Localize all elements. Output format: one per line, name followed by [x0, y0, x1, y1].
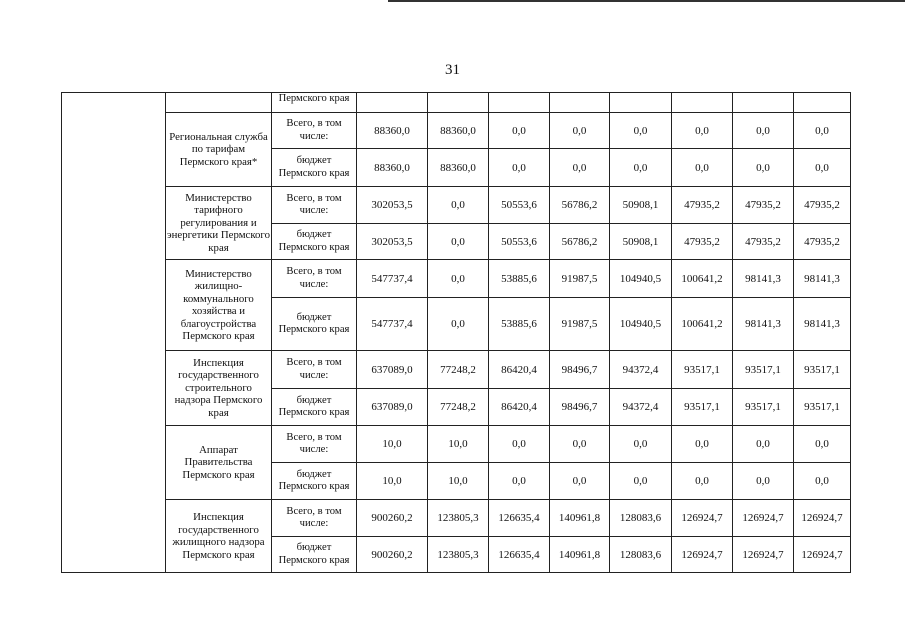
value-cell: 94372,4	[610, 389, 672, 426]
value-cell-empty	[610, 93, 672, 113]
funding-type-cell: бюджет Пермского края	[272, 149, 357, 187]
value-cell: 0,0	[428, 260, 489, 298]
funding-type-cell: бюджет Пермского края	[272, 298, 357, 351]
value-cell: 91987,5	[550, 260, 610, 298]
value-cell: 93517,1	[733, 389, 794, 426]
value-cell: 0,0	[610, 426, 672, 463]
value-cell: 0,0	[672, 463, 733, 500]
value-cell: 123805,3	[428, 537, 489, 573]
value-cell: 0,0	[672, 426, 733, 463]
budget-table	[61, 92, 851, 573]
value-cell: 547737,4	[357, 298, 428, 351]
value-cell: 0,0	[428, 187, 489, 224]
value-cell-empty	[550, 93, 610, 113]
value-cell: 0,0	[672, 149, 733, 187]
table-row	[62, 187, 851, 224]
value-cell: 86420,4	[489, 351, 550, 389]
value-cell: 91987,5	[550, 298, 610, 351]
value-cell: 128083,6	[610, 500, 672, 537]
value-cell: 302053,5	[357, 224, 428, 260]
value-cell: 88360,0	[357, 149, 428, 187]
value-cell: 0,0	[550, 426, 610, 463]
value-cell: 104940,5	[610, 298, 672, 351]
value-cell: 94372,4	[610, 351, 672, 389]
value-cell: 47935,2	[672, 187, 733, 224]
funding-type-cell: бюджет Пермского края	[272, 389, 357, 426]
value-cell: 86420,4	[489, 389, 550, 426]
value-cell: 98496,7	[550, 351, 610, 389]
value-cell: 47935,2	[733, 224, 794, 260]
value-cell: 637089,0	[357, 389, 428, 426]
page-number: 31	[445, 62, 460, 78]
funding-type-cell: Всего, в том числе:	[272, 187, 357, 224]
value-cell: 0,0	[489, 149, 550, 187]
table-row	[62, 351, 851, 389]
value-cell: 56786,2	[550, 224, 610, 260]
value-cell: 100641,2	[672, 260, 733, 298]
value-cell: 50553,6	[489, 224, 550, 260]
value-cell: 0,0	[794, 463, 851, 500]
value-cell: 88360,0	[428, 149, 489, 187]
value-cell: 88360,0	[428, 113, 489, 149]
funding-type-cell: бюджет Пермского края	[272, 463, 357, 500]
value-cell: 302053,5	[357, 187, 428, 224]
value-cell-empty	[672, 93, 733, 113]
value-cell: 900260,2	[357, 500, 428, 537]
value-cell: 50908,1	[610, 224, 672, 260]
funding-type-cell: Всего, в том числе:	[272, 500, 357, 537]
org-name-cell: Инспекция государственного жилищного надзора Пермского края	[166, 500, 272, 573]
value-cell: 98141,3	[794, 260, 851, 298]
value-cell-empty	[733, 93, 794, 113]
funding-type-cell: Всего, в том числе:	[272, 260, 357, 298]
value-cell: 93517,1	[672, 351, 733, 389]
value-cell-empty	[357, 93, 428, 113]
value-cell: 77248,2	[428, 389, 489, 426]
table-row	[62, 93, 851, 113]
value-cell: 0,0	[794, 426, 851, 463]
table-row	[62, 260, 851, 298]
value-cell: 50553,6	[489, 187, 550, 224]
org-name-cell: Региональная служба по тарифам Пермского края*	[166, 113, 272, 187]
value-cell: 900260,2	[357, 537, 428, 573]
value-cell: 140961,8	[550, 537, 610, 573]
value-cell: 47935,2	[733, 187, 794, 224]
value-cell: 93517,1	[672, 389, 733, 426]
value-cell: 56786,2	[550, 187, 610, 224]
value-cell: 10,0	[428, 426, 489, 463]
org-name-cell: Министерство тарифного регулирования и энергетики Пермского края	[166, 187, 272, 260]
funding-type-cell: бюджет Пермского края	[272, 224, 357, 260]
value-cell: 47935,2	[794, 187, 851, 224]
value-cell: 10,0	[357, 463, 428, 500]
org-name-cell: Инспекция государственного строительного надзора Пермского края	[166, 351, 272, 426]
value-cell: 0,0	[610, 463, 672, 500]
table-row	[62, 500, 851, 537]
value-cell: 128083,6	[610, 537, 672, 573]
table-row	[62, 113, 851, 149]
value-cell: 10,0	[428, 463, 489, 500]
value-cell: 126635,4	[489, 500, 550, 537]
org-cell-empty	[166, 93, 272, 113]
value-cell: 50908,1	[610, 187, 672, 224]
value-cell: 47935,2	[672, 224, 733, 260]
value-cell: 123805,3	[428, 500, 489, 537]
value-cell: 53885,6	[489, 298, 550, 351]
value-cell: 547737,4	[357, 260, 428, 298]
funding-type-cell: Всего, в том числе:	[272, 113, 357, 149]
value-cell: 0,0	[489, 463, 550, 500]
value-cell: 104940,5	[610, 260, 672, 298]
value-cell: 0,0	[672, 113, 733, 149]
top-rule	[388, 0, 905, 2]
org-name-cell: Министерство жилищно-коммунального хозяйства и благоустройства Пермского края	[166, 260, 272, 351]
value-cell: 140961,8	[550, 500, 610, 537]
value-cell: 0,0	[610, 149, 672, 187]
value-cell-empty	[428, 93, 489, 113]
value-cell: 126924,7	[672, 537, 733, 573]
value-cell: 98141,3	[733, 298, 794, 351]
value-cell: 0,0	[550, 113, 610, 149]
value-cell: 98496,7	[550, 389, 610, 426]
value-cell-empty	[489, 93, 550, 113]
value-cell: 98141,3	[794, 298, 851, 351]
value-cell: 0,0	[489, 426, 550, 463]
value-cell: 0,0	[550, 463, 610, 500]
value-cell: 47935,2	[794, 224, 851, 260]
value-cell: 10,0	[357, 426, 428, 463]
value-cell: 77248,2	[428, 351, 489, 389]
value-cell: 100641,2	[672, 298, 733, 351]
value-cell: 0,0	[733, 113, 794, 149]
value-cell: 126924,7	[733, 500, 794, 537]
value-cell: 0,0	[733, 426, 794, 463]
value-cell: 98141,3	[733, 260, 794, 298]
value-cell-empty	[794, 93, 851, 113]
value-cell: 126924,7	[794, 500, 851, 537]
funding-type-cell: бюджет Пермского края	[272, 537, 357, 573]
value-cell: 126924,7	[733, 537, 794, 573]
table-row	[62, 426, 851, 463]
value-cell: 88360,0	[357, 113, 428, 149]
value-cell: 0,0	[550, 149, 610, 187]
value-cell: 0,0	[610, 113, 672, 149]
value-cell: 126924,7	[794, 537, 851, 573]
value-cell: 126635,4	[489, 537, 550, 573]
value-cell: 0,0	[733, 149, 794, 187]
value-cell: 53885,6	[489, 260, 550, 298]
value-cell: 0,0	[733, 463, 794, 500]
program-column-cell	[62, 93, 166, 573]
value-cell: 637089,0	[357, 351, 428, 389]
value-cell: 126924,7	[672, 500, 733, 537]
value-cell: 93517,1	[794, 351, 851, 389]
value-cell: 0,0	[794, 113, 851, 149]
org-name-cell: Аппарат Правительства Пермского края	[166, 426, 272, 500]
value-cell: 93517,1	[794, 389, 851, 426]
value-cell: 0,0	[428, 224, 489, 260]
funding-type-cell: Всего, в том числе:	[272, 426, 357, 463]
funding-type-cell: Пермского края	[272, 93, 357, 113]
value-cell: 0,0	[428, 298, 489, 351]
value-cell: 93517,1	[733, 351, 794, 389]
value-cell: 0,0	[489, 113, 550, 149]
funding-type-cell: Всего, в том числе:	[272, 351, 357, 389]
value-cell: 0,0	[794, 149, 851, 187]
